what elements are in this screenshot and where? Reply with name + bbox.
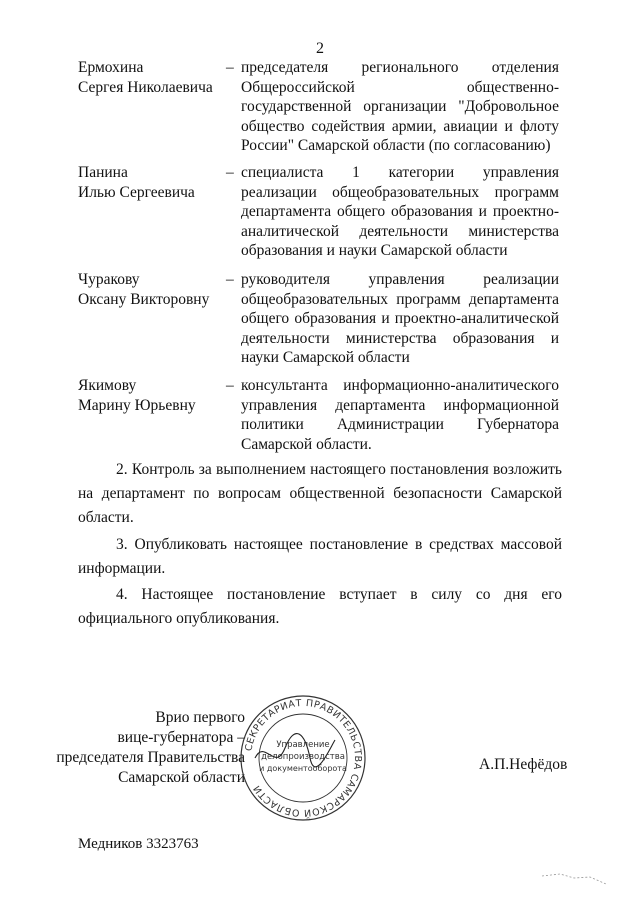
dash: – <box>226 59 234 76</box>
paragraph-text: 2. Контроль за выполнением настоящего постановления возложить на департамент по вопросам общественной безопасности Самарской области. <box>78 461 562 526</box>
paragraph-3 <box>78 533 562 581</box>
dash: – <box>226 377 234 394</box>
signatory-name: А.П.Нефёдов <box>479 756 568 773</box>
member-given-names: Сергея Николаевича <box>78 78 213 96</box>
member-role: председателя регионального отделения Общероссийской общественно- государственной организации "Добровольное общество содействия армии, авиации и флоту России" Самарской области (по согласованию) <box>241 59 559 154</box>
member-role: консультанта информационно-аналитического управления департамента информационной политики Администрации Губернатора Самарской области. <box>241 377 559 453</box>
member-name <box>78 270 228 309</box>
member-name <box>78 376 228 415</box>
member-surname: Чуракову <box>78 271 140 288</box>
executor-note: Медников 3323763 <box>78 836 199 852</box>
signature-title-line: Самарской области <box>118 769 245 786</box>
svg-text:и документооборота: и документооборота <box>259 764 347 773</box>
paragraph-text: 4. Настоящее постановление вступает в силу со дня его официального опубликования. <box>78 586 562 627</box>
member-role: руководителя управления реализации общеобразовательных программ департамента общего образования и проектно-аналитической деятельности министерства образования и науки Самарской области <box>241 271 559 366</box>
paragraph-2 <box>78 458 562 530</box>
member-given-names: Марину Юрьевну <box>78 396 196 414</box>
member-surname: Панина <box>78 164 128 181</box>
svg-text:делопроизводства: делопроизводства <box>261 752 345 762</box>
scan-mark <box>540 868 610 888</box>
handwritten-signature <box>250 728 340 778</box>
signature-title-line: председателя Правительства <box>56 749 245 766</box>
svg-text:СЕКРЕТАРИАТ ПРАВИТЕЛЬСТВА САМА: СЕКРЕТАРИАТ ПРАВИТЕЛЬСТВА САМАРСКОЙ ОБЛАСТИ <box>243 697 364 819</box>
paragraph-4 <box>78 583 562 631</box>
signature-title-line: Врио первого <box>155 709 245 726</box>
paragraph-text: 3. Опубликовать настоящее постановление в средствах массовой информации. <box>78 536 562 577</box>
page-number: 2 <box>316 40 324 57</box>
signature-title-line: вице-губернатора – <box>117 729 245 746</box>
member-given-names: Оксану Викторовну <box>78 290 210 308</box>
svg-text:Управление: Управление <box>276 740 330 750</box>
member-surname: Якимову <box>78 377 137 394</box>
member-name <box>78 163 228 202</box>
member-name <box>78 58 228 97</box>
member-given-names: Илью Сергеевича <box>78 183 195 201</box>
dash: – <box>226 164 234 181</box>
member-surname: Ермохина <box>78 59 144 76</box>
member-role: специалиста 1 категории управления реализации общеобразовательных программ департамента общего образования и проектно-аналитической деятельности министерства образования и науки Самарской области <box>241 164 559 259</box>
dash: – <box>226 271 234 288</box>
